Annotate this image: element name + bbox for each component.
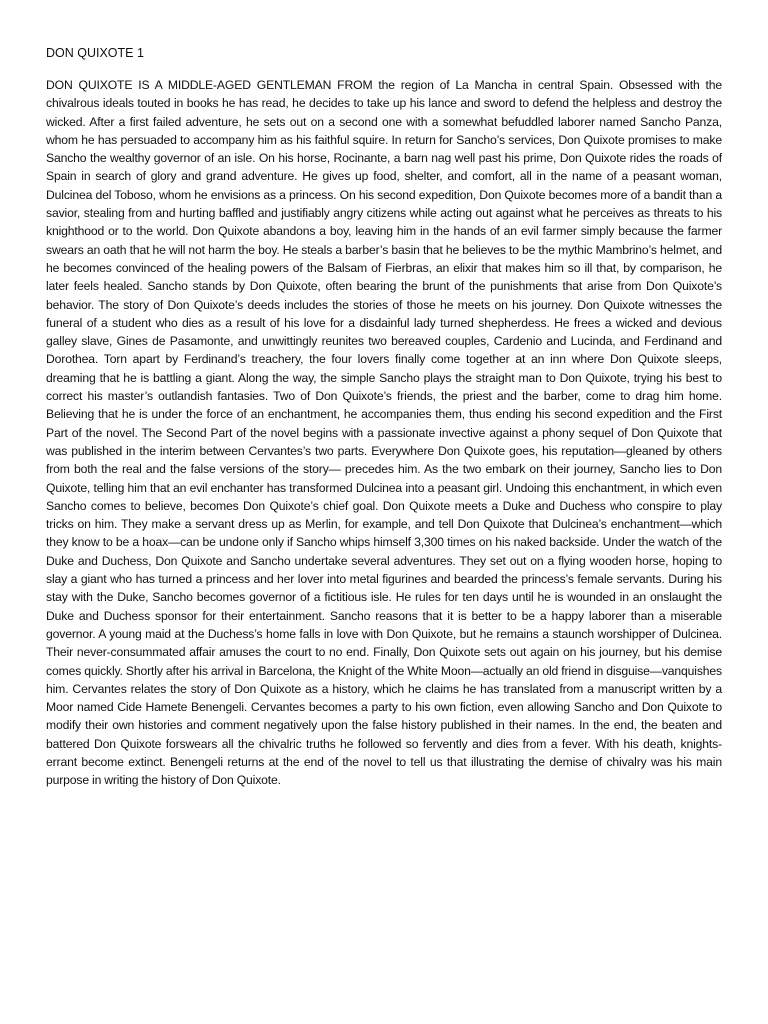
document-body-paragraph: DON QUIXOTE IS A MIDDLE-AGED GENTLEMAN FROM the region of La Mancha in central Spain. Obsessed with the chivalrous ideals touted in books he has read, he decides to take up his lance and sword to defend the helpless and destroy the wicked. After a first failed adventure, he sets out on a second one with a somewhat befuddled laborer named Sancho Panza, whom he has persuaded to accompany him as his faithful squire. In return for Sancho’s services, Don Quixote promises to make Sancho the wealthy governor of an isle. On his horse, Rocinante, a barn nag well past his prime, Don Quixote rides the roads of Spain in search of glory and grand adventure. He gives up food, shelter, and comfort, all in the name of a peasant woman, Dulcinea del Toboso, whom he envisions as a princess. On his second expedition, Don Quixote becomes more of a bandit than a savior, stealing from and hurting baffled and justifiably angry citizens while acting out against what he perceives as threats to his knighthood or to the world. Don Quixote abandons a boy, leaving him in the hands of an evil farmer simply because the farmer swears an oath that he will not harm the boy. He steals a barber’s basin that he believes to be the mythic Mambrino’s helmet, and he becomes convinced of the healing powers of the Balsam of Fierbras, an elixir that makes him so ill that, by comparison, he later feels healed. Sancho stands by Don Quixote, often bearing the brunt of the punishments that arise from Don Quixote’s behavior. The story of Don Quixote’s deeds includes the stories of those he meets on his journey. Don Quixote witnesses the funeral of a student who dies as a result of his love for a disdainful lady turned shepherdess. He frees a wicked and devious galley slave, Gines de Pasamonte, and unwittingly reunites two bereaved couples, Cardenio and Lucinda, and Ferdinand and Dorothea. Torn apart by Ferdinand’s treachery, the four lovers finally come together at an inn where Don Quixote sleeps, dreaming that he is battling a giant. Along the way, the simple Sancho plays the straight man to Don Quixote, trying his best to correct his master’s outlandish fantasies. Two of Don Quixote’s friends, the priest and the barber, come to drag him home. Believing that he is under the force of an enchantment, he accompanies them, thus ending his second expedition and the First Part of the novel. The Second Part of the novel begins with a passionate invective against a phony sequel of Don Quixote that was published in the interim between Cervantes’s two parts. Everywhere Don Quixote goes, his reputation—gleaned by others from both the real and the false versions of the story— precedes him. As the two embark on their journey, Sancho lies to Don Quixote, telling him that an evil enchanter has transformed Dulcinea into a peasant girl. Undoing this enchantment, in which even Sancho comes to believe, becomes Don Quixote’s chief goal. Don Quixote meets a Duke and Duchess who conspire to play tricks on him. They make a servant dress up as Merlin, for example, and tell Don Quixote that Dulcinea’s enchantment—which they know to be a hoax—can be undone only if Sancho whips himself 3,300 times on his naked backside. Under the watch of the Duke and Duchess, Don Quixote and Sancho undertake several adventures. They set out on a flying wooden horse, hoping to slay a giant who has turned a princess and her lover into metal figurines and bearded the princess’s female servants. During his stay with the Duke, Sancho becomes governor of a fictitious isle. He rules for ten days until he is wounded in an onslaught the Duke and Duchess sponsor for their entertainment. Sancho reasons that it is better to be a happy laborer than a miserable governor. A young maid at the Duchess’s home falls in love with Don Quixote, but he remains a staunch worshipper of Dulcinea. Their never-consummated affair amuses the court to no end. Finally, Don Quixote sets out again on his journey, but his demise comes quickly. Shortly after his arrival in Barcelona, the Knight of the White Moon—actually an old friend in disguise—vanquishes him. Cervantes relates the story of Don Quixote as a history, which he claims he has translated from a manuscript written by a Moor named Cide Hamete Benengeli. Cervantes becomes a party to his own fiction, even allowing Sancho and Don Quixote to modify their own histories and comment negatively upon the false history published in their names. In the end, the beaten and battered Don Quixote forswears all the chivalric truths he followed so fervently and dies from a fever. With his death, knights-errant become extinct. Benengeli returns at the end of the novel to tell us that illustrating the demise of chivalry was his main purpose in writing the history of Don Quixote. [46,78,722,788]
document-page [46,44,722,790]
document-title: DON QUIXOTE 1 [46,46,144,60]
